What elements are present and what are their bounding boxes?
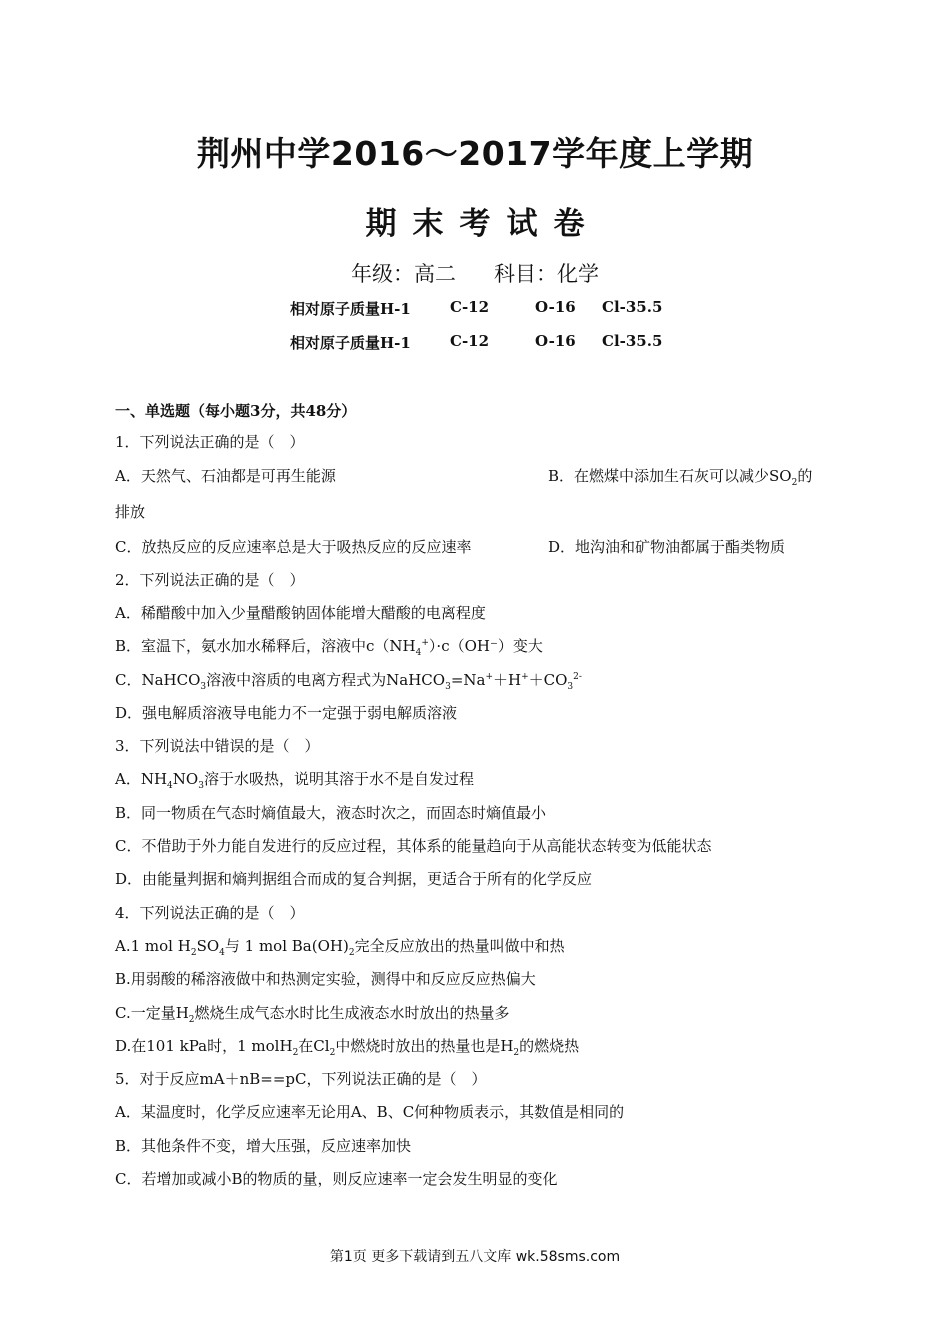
subscript: 2 (190, 948, 197, 958)
subscript: 3 (567, 682, 574, 692)
exam-title: 期末考试卷 (365, 206, 601, 242)
text: C．NaHCO (115, 671, 201, 689)
question-2-option-d: D．强电解质溶液导电能力不一定强于弱电解质溶液 (115, 704, 458, 722)
subscript: 2 (292, 1048, 299, 1058)
question-4-option-d (115, 1035, 579, 1058)
subscript: 2 (329, 1048, 336, 1058)
atomic-mass-o: O-16 (535, 298, 576, 316)
text: ＋CO (528, 671, 568, 689)
subscript: 3 (200, 682, 207, 692)
question-1-option-a: A．天然气、石油都是可再生能源 (115, 467, 336, 485)
section-heading: 一、单选题（每小题3分，共48分） (115, 402, 357, 420)
question-1-option-c: C．放热反应的反应速率总是大于吸热反应的反应速率 (115, 538, 472, 556)
text: A．NH (115, 770, 168, 788)
subject-label: 科目：化学 (494, 262, 599, 286)
question-1-option-b-cont: 排放 (115, 503, 146, 521)
text: 溶于水吸热，说明其溶于水不是自发过程 (203, 770, 474, 788)
atomic-mass-o: O-16 (535, 332, 576, 350)
question-2-stem: 2．下列说法正确的是（ ） (115, 571, 305, 589)
question-3-option-a (115, 768, 474, 791)
text: 中燃烧时放出的热量也是H (335, 1037, 514, 1055)
question-3-option-b: B．同一物质在气态时熵值最大，液态时次之，而固态时熵值最小 (115, 804, 547, 822)
text: SO (196, 937, 220, 955)
text: 的燃烧热 (519, 1037, 580, 1055)
page-footer: 第1页 更多下载请到五八文库 wk.58sms.com (329, 1249, 621, 1265)
text: ）·c（OH⁻）变大 (428, 637, 543, 655)
question-2-option-c (115, 669, 582, 692)
subscript: 4 (219, 948, 225, 958)
atomic-mass-cl: Cl-35.5 (602, 298, 663, 316)
atomic-mass-label: 相对原子质量H-1 (290, 300, 411, 318)
question-4-option-b: B.用弱酸的稀溶液做中和热测定实验，测得中和反应反应热偏大 (115, 970, 536, 988)
text: ＋H (493, 671, 522, 689)
text: =Na (450, 671, 486, 689)
question-3-option-d: D．由能量判据和熵判据组合而成的复合判据，更适合于所有的化学反应 (115, 870, 593, 888)
school-title: 荆州中学2016～2017学年度上学期 (196, 134, 754, 173)
text: B．室温下，氨水加水稀释后，溶液中c（NH (115, 637, 416, 655)
text: NO (172, 770, 199, 788)
atomic-mass-c: C-12 (450, 332, 490, 350)
question-1-option-d: D．地沟油和矿物油都属于酯类物质 (548, 538, 786, 556)
question-5-option-a: A．某温度时，化学反应速率无论用A、B、C何种物质表示，其数值是相同的 (115, 1103, 625, 1121)
question-4-option-c (115, 1002, 510, 1025)
subscript: 3 (198, 781, 204, 791)
superscript: + (421, 638, 429, 648)
text: B．在燃煤中添加生石灰可以减少SO (548, 467, 792, 485)
text: 的 (797, 467, 813, 485)
text: 燃烧生成气态水时比生成液态水时放出的热量多 (194, 1004, 510, 1022)
grade-subject-line (0, 258, 950, 288)
text: 完全反应放出的热量叫做中和热 (354, 937, 565, 955)
question-1-stem: 1．下列说法正确的是（ ） (115, 433, 305, 451)
subscript: 3 (445, 682, 451, 692)
text: 溶液中溶质的电离方程式为NaHCO (206, 671, 446, 689)
subscript: 2 (348, 948, 355, 958)
text: 在Cl (298, 1037, 330, 1055)
question-4-option-a (115, 935, 565, 958)
question-5-option-b: B．其他条件不变，增大压强，反应速率加快 (115, 1137, 412, 1155)
superscript: + (521, 672, 529, 682)
grade-label: 年级：高二 (351, 262, 456, 286)
superscript: + (485, 672, 493, 682)
superscript: 2- (573, 672, 582, 682)
subscript: 2 (513, 1048, 520, 1058)
question-3-option-c: C．不借助于外力能自发进行的反应过程，其体系的能量趋向于从高能状态转变为低能状态 (115, 837, 712, 855)
text: 与 1 mol Ba(OH) (224, 937, 349, 955)
atomic-mass-label: 相对原子质量H-1 (290, 334, 411, 352)
subscript: 2 (791, 478, 798, 488)
question-5-option-c: C．若增加或减小B的物质的量，则反应速率一定会发生明显的变化 (115, 1170, 558, 1188)
question-2-option-b (115, 635, 543, 658)
text: C.一定量H (115, 1004, 189, 1022)
atomic-mass-c: C-12 (450, 298, 490, 316)
text: D.在101 kPa时，1 molH (115, 1037, 293, 1055)
question-3-stem: 3．下列说法中错误的是（ ） (115, 737, 320, 755)
subscript: 2 (188, 1015, 195, 1025)
question-1-option-b (548, 465, 812, 488)
question-4-stem: 4．下列说法正确的是（ ） (115, 904, 305, 922)
subscript: 4 (415, 648, 422, 658)
question-5-stem: 5．对于反应mA＋nB==pC，下列说法正确的是（ ） (115, 1070, 487, 1088)
subscript: 4 (167, 781, 173, 791)
atomic-mass-cl: Cl-35.5 (602, 332, 663, 350)
text: A.1 mol H (115, 937, 191, 955)
question-2-option-a: A．稀醋酸中加入少量醋酸钠固体能增大醋酸的电离程度 (115, 604, 486, 622)
